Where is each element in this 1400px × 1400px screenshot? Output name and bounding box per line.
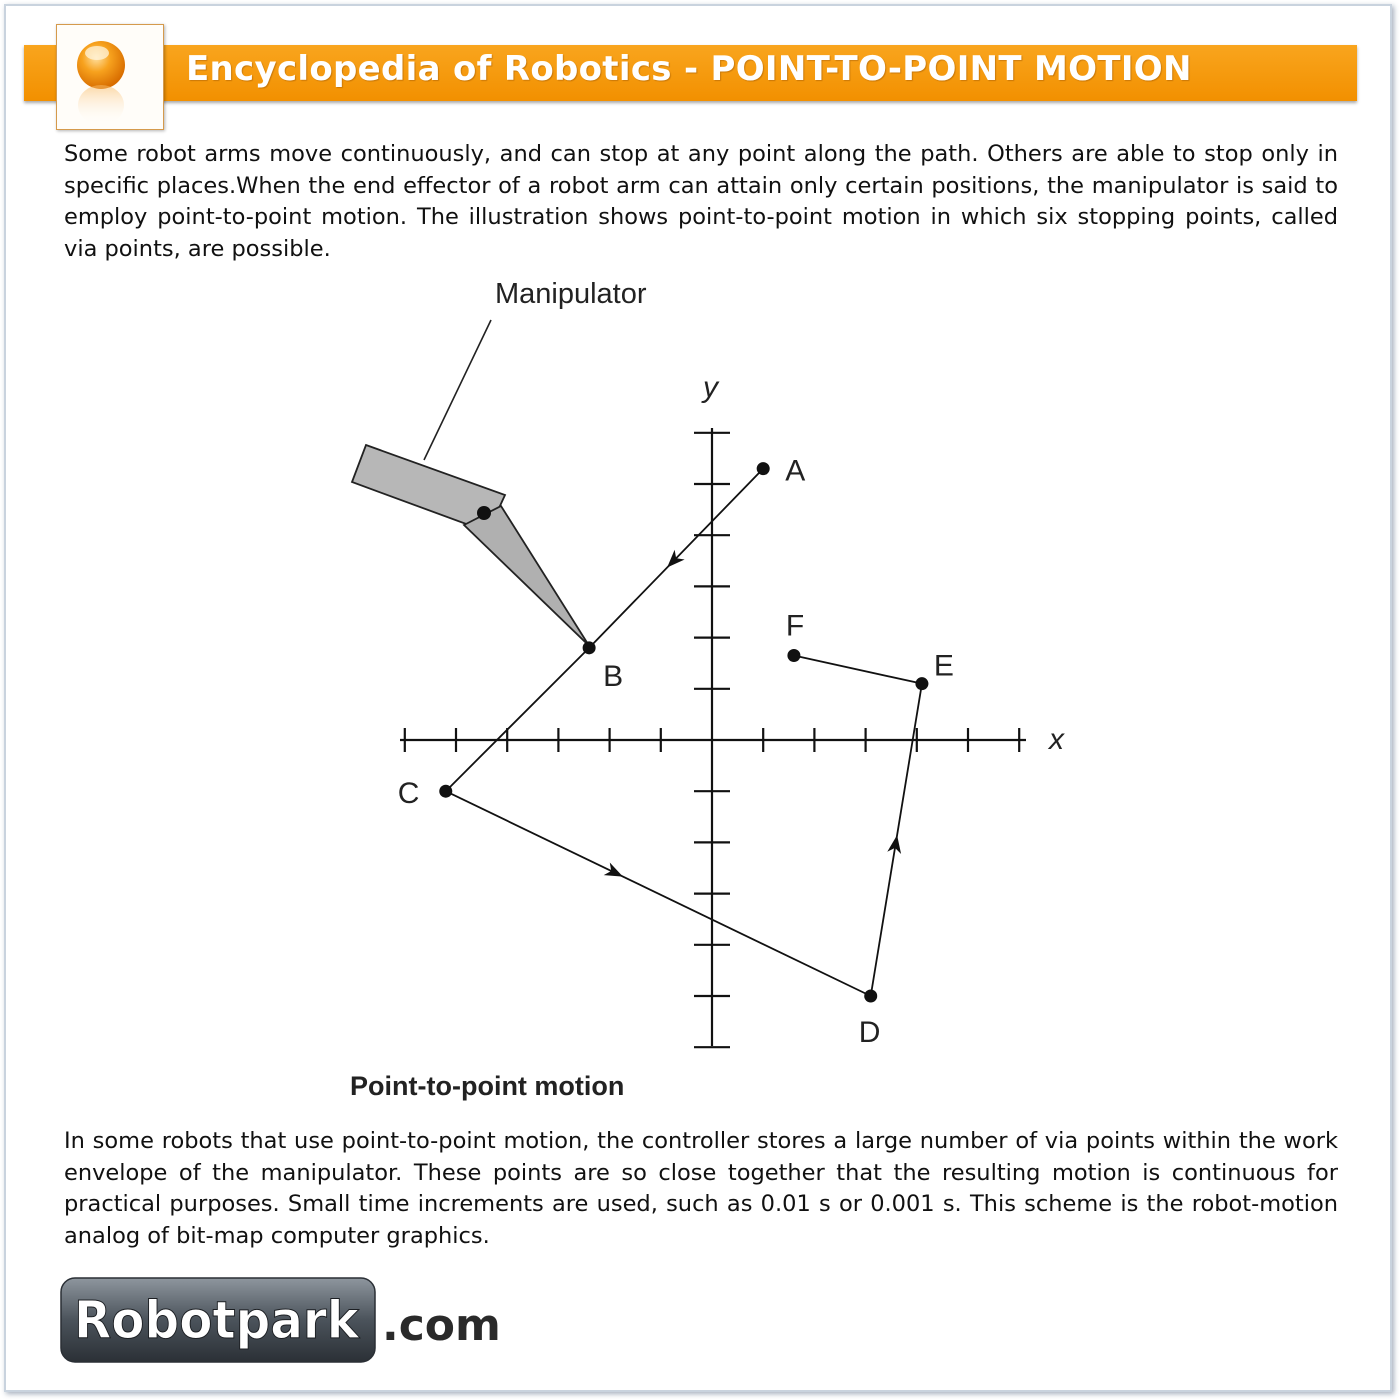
detail-paragraph: In some robots that use point-to-point motion, the controller stores a large number of via points within the work envelope of the manipulator. These points are so close together that the resulting motion is continuous for practical purposes. Small time increments are used, such as 0.01 s or 0.001 s. This scheme is the robot-motion analog of bit-map computer graphics. [64,1128,1338,1249]
y-axis-label: y [703,371,718,404]
orange-sphere-icon [57,25,163,129]
path-segment-ef [794,656,922,684]
manipulator-label: Manipulator [495,278,647,310]
via-point-label-f: F [785,609,805,643]
path-segment-cd [446,791,871,996]
manipulator-joint [477,506,491,520]
figure-caption: Point-to-point motion [350,1071,625,1101]
point-to-point-figure [300,270,1100,1110]
via-point-label-c: C [397,777,420,811]
manipulator-drawing [352,320,589,646]
via-point-c [439,785,452,798]
via-point-label-b: B [603,659,624,693]
intro-paragraph: Some robot arms move continuously, and can stop at any point along the path. Others are able to stop only in specific places.When the end effector of a robot arm can attain only certain positions, the manipulator is said to employ point-to-point motion. The illustration shows point-to-point motion in which six stopping points, called via points, are possible. [64,141,1338,262]
direction-arrow-de [887,834,904,854]
via-points [398,455,954,1049]
x-axis-label: x [1049,723,1064,756]
page-title: Encyclopedia of Robotics - POINT-TO-POINT MOTION [186,49,1192,89]
manipulator-leader-line [424,320,491,460]
via-point-f [787,649,800,662]
manipulator-end-effector [464,506,589,646]
path-segment-bc [446,648,589,791]
via-point-b [583,641,596,654]
via-point-e [915,677,928,690]
via-point-label-e: E [933,649,954,683]
brand-name: Robotpark [74,1291,361,1351]
via-point-label-a: A [785,454,806,488]
direction-arrow-cd [604,862,626,882]
via-point-label-d: D [858,1016,881,1049]
brand-suffix: .com [382,1300,501,1351]
via-point-d [864,990,877,1003]
header-logo [56,24,164,130]
via-point-a [757,462,770,475]
robotpark-logo[interactable] [60,1276,520,1366]
